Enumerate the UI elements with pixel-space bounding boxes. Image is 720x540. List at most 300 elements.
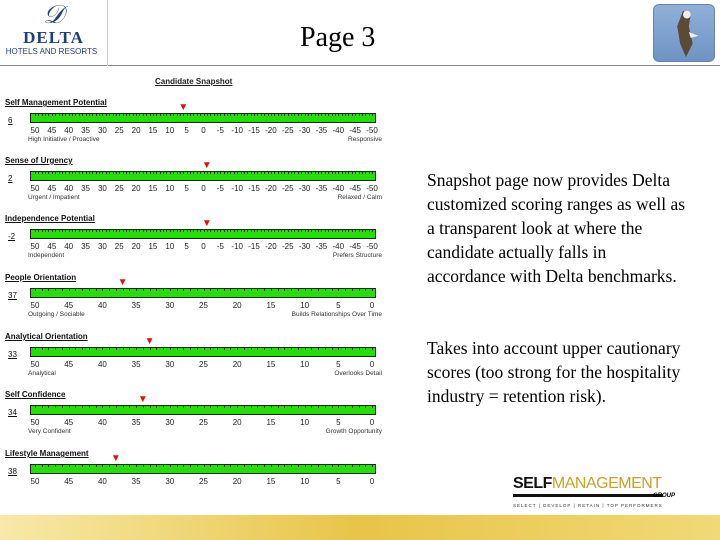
scale-label: -15: [248, 126, 260, 135]
scale-label: 50: [30, 126, 40, 135]
tick: [200, 172, 201, 174]
scale-label: 45: [64, 477, 74, 486]
tick: [305, 289, 306, 291]
tick: [197, 406, 198, 408]
scale-label: 45: [47, 242, 57, 251]
tick: [237, 172, 238, 174]
tick: [190, 172, 191, 174]
tick: [183, 230, 184, 232]
scale-label: 5: [184, 242, 189, 251]
section-value: 34: [8, 408, 17, 417]
tick: [170, 465, 171, 467]
tick: [325, 230, 326, 232]
tick: [187, 230, 188, 232]
scale-label: -40: [332, 242, 345, 251]
scale-label: 20: [232, 301, 242, 310]
scale-label: 35: [131, 301, 141, 310]
tick: [244, 465, 245, 467]
tick: [308, 172, 309, 174]
tick: [190, 114, 191, 116]
tick: [86, 172, 87, 174]
tick: [75, 348, 76, 350]
tick: [123, 289, 124, 291]
scale-label: 5: [184, 126, 189, 135]
tick: [284, 465, 285, 467]
tick: [204, 230, 205, 232]
tick: [244, 230, 245, 232]
tick: [82, 114, 83, 116]
tick: [237, 348, 238, 350]
tick: [338, 289, 339, 291]
tick: [129, 465, 130, 467]
tick: [156, 289, 157, 291]
tick: [82, 172, 83, 174]
scale-label: 15: [148, 184, 158, 193]
tick: [123, 172, 124, 174]
tick: [136, 348, 137, 350]
scale-label: 25: [199, 360, 208, 369]
tick: [214, 230, 215, 232]
tick: [328, 230, 329, 232]
scale-label: 15: [266, 301, 276, 310]
tick: [133, 230, 134, 232]
tick: [42, 289, 43, 291]
tick: [284, 230, 285, 232]
tick: [247, 230, 248, 232]
tick: [170, 348, 171, 350]
scale-label: 40: [97, 360, 107, 369]
scale-label: -50: [366, 242, 378, 251]
tick: [72, 114, 73, 116]
tick: [183, 406, 184, 408]
tick: [193, 114, 194, 116]
tick: [257, 406, 258, 408]
scale-label: -10: [231, 126, 243, 135]
tick: [156, 230, 157, 232]
tick: [365, 348, 366, 350]
tick: [234, 230, 235, 232]
tick: [217, 465, 218, 467]
tick: [193, 230, 194, 232]
tick: [139, 230, 140, 232]
scale-label: 30: [165, 360, 175, 369]
tick: [284, 172, 285, 174]
tick: [217, 172, 218, 174]
low-label: Outgoing / Sociable: [28, 311, 85, 318]
tick: [48, 406, 49, 408]
tick: [42, 172, 43, 174]
tick: [365, 465, 366, 467]
scale-label: 25: [199, 477, 208, 486]
tick: [55, 114, 56, 116]
tick: [72, 230, 73, 232]
tick: [197, 172, 198, 174]
scale-label: 5: [336, 418, 341, 427]
scale-label: 0: [369, 301, 375, 310]
tick: [298, 114, 299, 116]
tick: [170, 289, 171, 291]
scale-label: 20: [232, 477, 242, 486]
scale-label: 5: [336, 477, 341, 486]
scale-section: [0, 273, 390, 331]
scale-label: 50: [30, 360, 40, 369]
section-value: 2: [8, 174, 13, 183]
tick: [210, 114, 211, 116]
tick: [345, 465, 346, 467]
tick: [48, 348, 49, 350]
tick: [156, 172, 157, 174]
tick: [48, 230, 49, 232]
tick: [224, 114, 225, 116]
tick: [325, 114, 326, 116]
tick: [146, 230, 147, 232]
tick: [123, 406, 124, 408]
tick: [348, 172, 349, 174]
tick: [177, 172, 178, 174]
scale-label: 0: [369, 360, 375, 369]
tick: [345, 230, 346, 232]
tick: [291, 289, 292, 291]
tick: [247, 172, 248, 174]
tick: [318, 348, 319, 350]
low-label: Independent: [28, 252, 65, 259]
tick: [197, 348, 198, 350]
tick: [180, 172, 181, 174]
tick: [55, 406, 56, 408]
scale-label: -40: [332, 126, 345, 135]
tick: [129, 114, 130, 116]
low-label: Urgent / Impatient: [28, 194, 80, 201]
tick: [156, 465, 157, 467]
scale-section: [0, 98, 390, 156]
tick: [204, 406, 205, 408]
tick: [325, 465, 326, 467]
scale-label: -25: [281, 184, 294, 193]
tick: [372, 406, 373, 408]
tick: [170, 172, 171, 174]
tick: [89, 465, 90, 467]
tick: [237, 289, 238, 291]
tick: [311, 465, 312, 467]
tick: [102, 348, 103, 350]
tick: [65, 172, 66, 174]
tick: [75, 465, 76, 467]
tick: [294, 114, 295, 116]
tick: [96, 348, 97, 350]
tick: [45, 230, 46, 232]
tick: [325, 348, 326, 350]
tick: [338, 230, 339, 232]
scale-label: 50: [30, 301, 40, 310]
tick: [281, 114, 282, 116]
scale-label: 45: [64, 360, 74, 369]
tick: [352, 289, 353, 291]
tick: [99, 230, 100, 232]
low-label: Very Confident: [28, 428, 71, 435]
tick: [102, 114, 103, 116]
tick: [278, 465, 279, 467]
scale-label: 50: [30, 242, 40, 251]
tick: [234, 114, 235, 116]
scale-label: -45: [349, 242, 361, 251]
tick: [204, 289, 205, 291]
tick: [257, 230, 258, 232]
tick: [227, 172, 228, 174]
tick: [187, 172, 188, 174]
tick: [264, 289, 265, 291]
scale-label: 45: [64, 418, 74, 427]
tick: [355, 114, 356, 116]
tick: [69, 114, 70, 116]
tick: [315, 172, 316, 174]
tick: [278, 289, 279, 291]
tick: [96, 289, 97, 291]
tick: [109, 348, 110, 350]
tick: [187, 114, 188, 116]
tick: [133, 172, 134, 174]
tick: [365, 406, 366, 408]
scale-label: -35: [315, 242, 328, 251]
tick: [35, 406, 36, 408]
tick: [261, 230, 262, 232]
tick: [160, 230, 161, 232]
tick: [325, 406, 326, 408]
tick: [129, 172, 130, 174]
logo-self: SELF: [513, 475, 552, 492]
tick: [82, 348, 83, 350]
tick: [119, 230, 120, 232]
tick: [217, 230, 218, 232]
scale-label: 10: [300, 301, 310, 310]
tick: [109, 172, 110, 174]
score-marker-icon: ▼: [201, 218, 212, 229]
tick: [136, 114, 137, 116]
tick: [129, 289, 130, 291]
tick: [79, 172, 80, 174]
tick: [345, 172, 346, 174]
scale-label: 0: [369, 418, 375, 427]
tick: [136, 172, 137, 174]
tick: [143, 289, 144, 291]
tick: [257, 289, 258, 291]
tick: [251, 348, 252, 350]
tick: [119, 114, 120, 116]
high-label: Relaxed / Calm: [337, 194, 382, 201]
tick: [48, 172, 49, 174]
snapshot-title: Candidate Snapshot: [155, 77, 233, 86]
tick: [224, 172, 225, 174]
scale-label: -15: [248, 242, 260, 251]
scale-section: [0, 390, 390, 448]
tick: [301, 172, 302, 174]
tick: [166, 114, 167, 116]
tick: [325, 172, 326, 174]
tick: [220, 230, 221, 232]
scale-label: -45: [349, 126, 361, 135]
tick: [150, 465, 151, 467]
tick: [359, 289, 360, 291]
tick: [35, 230, 36, 232]
scale-label: 30: [97, 242, 107, 251]
tick: [197, 465, 198, 467]
tick: [55, 289, 56, 291]
tick: [308, 230, 309, 232]
tick: [143, 172, 144, 174]
tick: [42, 114, 43, 116]
tick: [102, 172, 103, 174]
scale-label: 30: [165, 418, 175, 427]
tick: [352, 348, 353, 350]
tick: [298, 348, 299, 350]
tick: [207, 230, 208, 232]
tick: [321, 172, 322, 174]
tick: [359, 348, 360, 350]
tick: [190, 348, 191, 350]
tick: [210, 230, 211, 232]
tick: [328, 172, 329, 174]
tick: [38, 114, 39, 116]
footer-band: [0, 515, 720, 540]
tick: [298, 406, 299, 408]
tick: [204, 172, 205, 174]
tick: [143, 114, 144, 116]
delta-logo-mark-icon: 𝒟: [43, 0, 64, 29]
tick: [35, 465, 36, 467]
tick: [136, 406, 137, 408]
section-title: Self Management Potential: [5, 98, 107, 107]
tick: [160, 114, 161, 116]
tick: [45, 114, 46, 116]
tick: [332, 230, 333, 232]
tick: [113, 230, 114, 232]
tick: [89, 230, 90, 232]
scale-label: -10: [231, 242, 243, 251]
tick: [369, 230, 370, 232]
tick: [298, 230, 299, 232]
scale-label: 35: [81, 184, 90, 193]
scale-label: -20: [265, 242, 277, 251]
tick: [69, 406, 70, 408]
section-title: Sense of Urgency: [5, 156, 73, 165]
tick: [197, 114, 198, 116]
tick: [284, 289, 285, 291]
tick: [230, 465, 231, 467]
tick: [109, 114, 110, 116]
tick: [183, 348, 184, 350]
tick: [150, 348, 151, 350]
tick: [281, 230, 282, 232]
scale-label: 15: [148, 126, 158, 135]
tick: [86, 114, 87, 116]
scale-label: 50: [30, 477, 40, 486]
tick: [257, 172, 258, 174]
tick: [298, 465, 299, 467]
tick: [204, 114, 205, 116]
tick: [69, 348, 70, 350]
high-label: Prefers Structure: [332, 252, 382, 259]
scale-label: 45: [47, 126, 57, 135]
scale-label: -45: [349, 184, 361, 193]
tick: [338, 406, 339, 408]
self-management-group-logo: [513, 475, 718, 515]
tick: [210, 289, 211, 291]
tick: [82, 406, 83, 408]
tick: [126, 230, 127, 232]
scale-label: 10: [165, 242, 175, 251]
tick: [271, 172, 272, 174]
tick: [362, 172, 363, 174]
tick: [123, 230, 124, 232]
tick: [183, 114, 184, 116]
tick: [89, 114, 90, 116]
tick: [166, 230, 167, 232]
logo-sub: HOTELS AND RESORTS: [5, 47, 98, 56]
tick: [210, 465, 211, 467]
section-value: 37: [8, 291, 17, 300]
low-label: Analytical: [28, 370, 56, 377]
tick: [163, 348, 164, 350]
tick: [129, 348, 130, 350]
tick: [261, 172, 262, 174]
tick: [150, 406, 151, 408]
tick: [109, 465, 110, 467]
tick: [362, 230, 363, 232]
tick: [278, 406, 279, 408]
scale-label: 30: [165, 477, 175, 486]
tick: [241, 230, 242, 232]
tick: [230, 289, 231, 291]
score-marker-icon: ▼: [201, 160, 212, 171]
section-title: Self Confidence: [5, 390, 66, 399]
tick: [241, 114, 242, 116]
tick: [335, 230, 336, 232]
tick: [52, 172, 53, 174]
tick: [96, 114, 97, 116]
logo-group: GROUP: [653, 493, 676, 499]
tick: [82, 230, 83, 232]
tick: [305, 172, 306, 174]
tick: [55, 348, 56, 350]
tick: [109, 406, 110, 408]
scale-label: 40: [97, 301, 107, 310]
tick: [254, 114, 255, 116]
tick: [244, 114, 245, 116]
tick: [183, 289, 184, 291]
scale-label: -50: [366, 184, 378, 193]
tick: [123, 348, 124, 350]
tick: [55, 172, 56, 174]
tick: [237, 406, 238, 408]
tick: [146, 172, 147, 174]
tick: [133, 114, 134, 116]
tick: [177, 114, 178, 116]
tick: [102, 465, 103, 467]
section-title: People Orientation: [5, 273, 77, 282]
tick: [291, 172, 292, 174]
tick: [251, 465, 252, 467]
tick: [372, 465, 373, 467]
tick: [298, 289, 299, 291]
low-label: High Initiative / Proactive: [28, 136, 100, 143]
tick: [150, 230, 151, 232]
tick: [264, 406, 265, 408]
tick: [190, 230, 191, 232]
tick: [271, 348, 272, 350]
tick: [288, 172, 289, 174]
tick: [69, 465, 70, 467]
scale-label: 45: [47, 184, 57, 193]
tick: [335, 172, 336, 174]
